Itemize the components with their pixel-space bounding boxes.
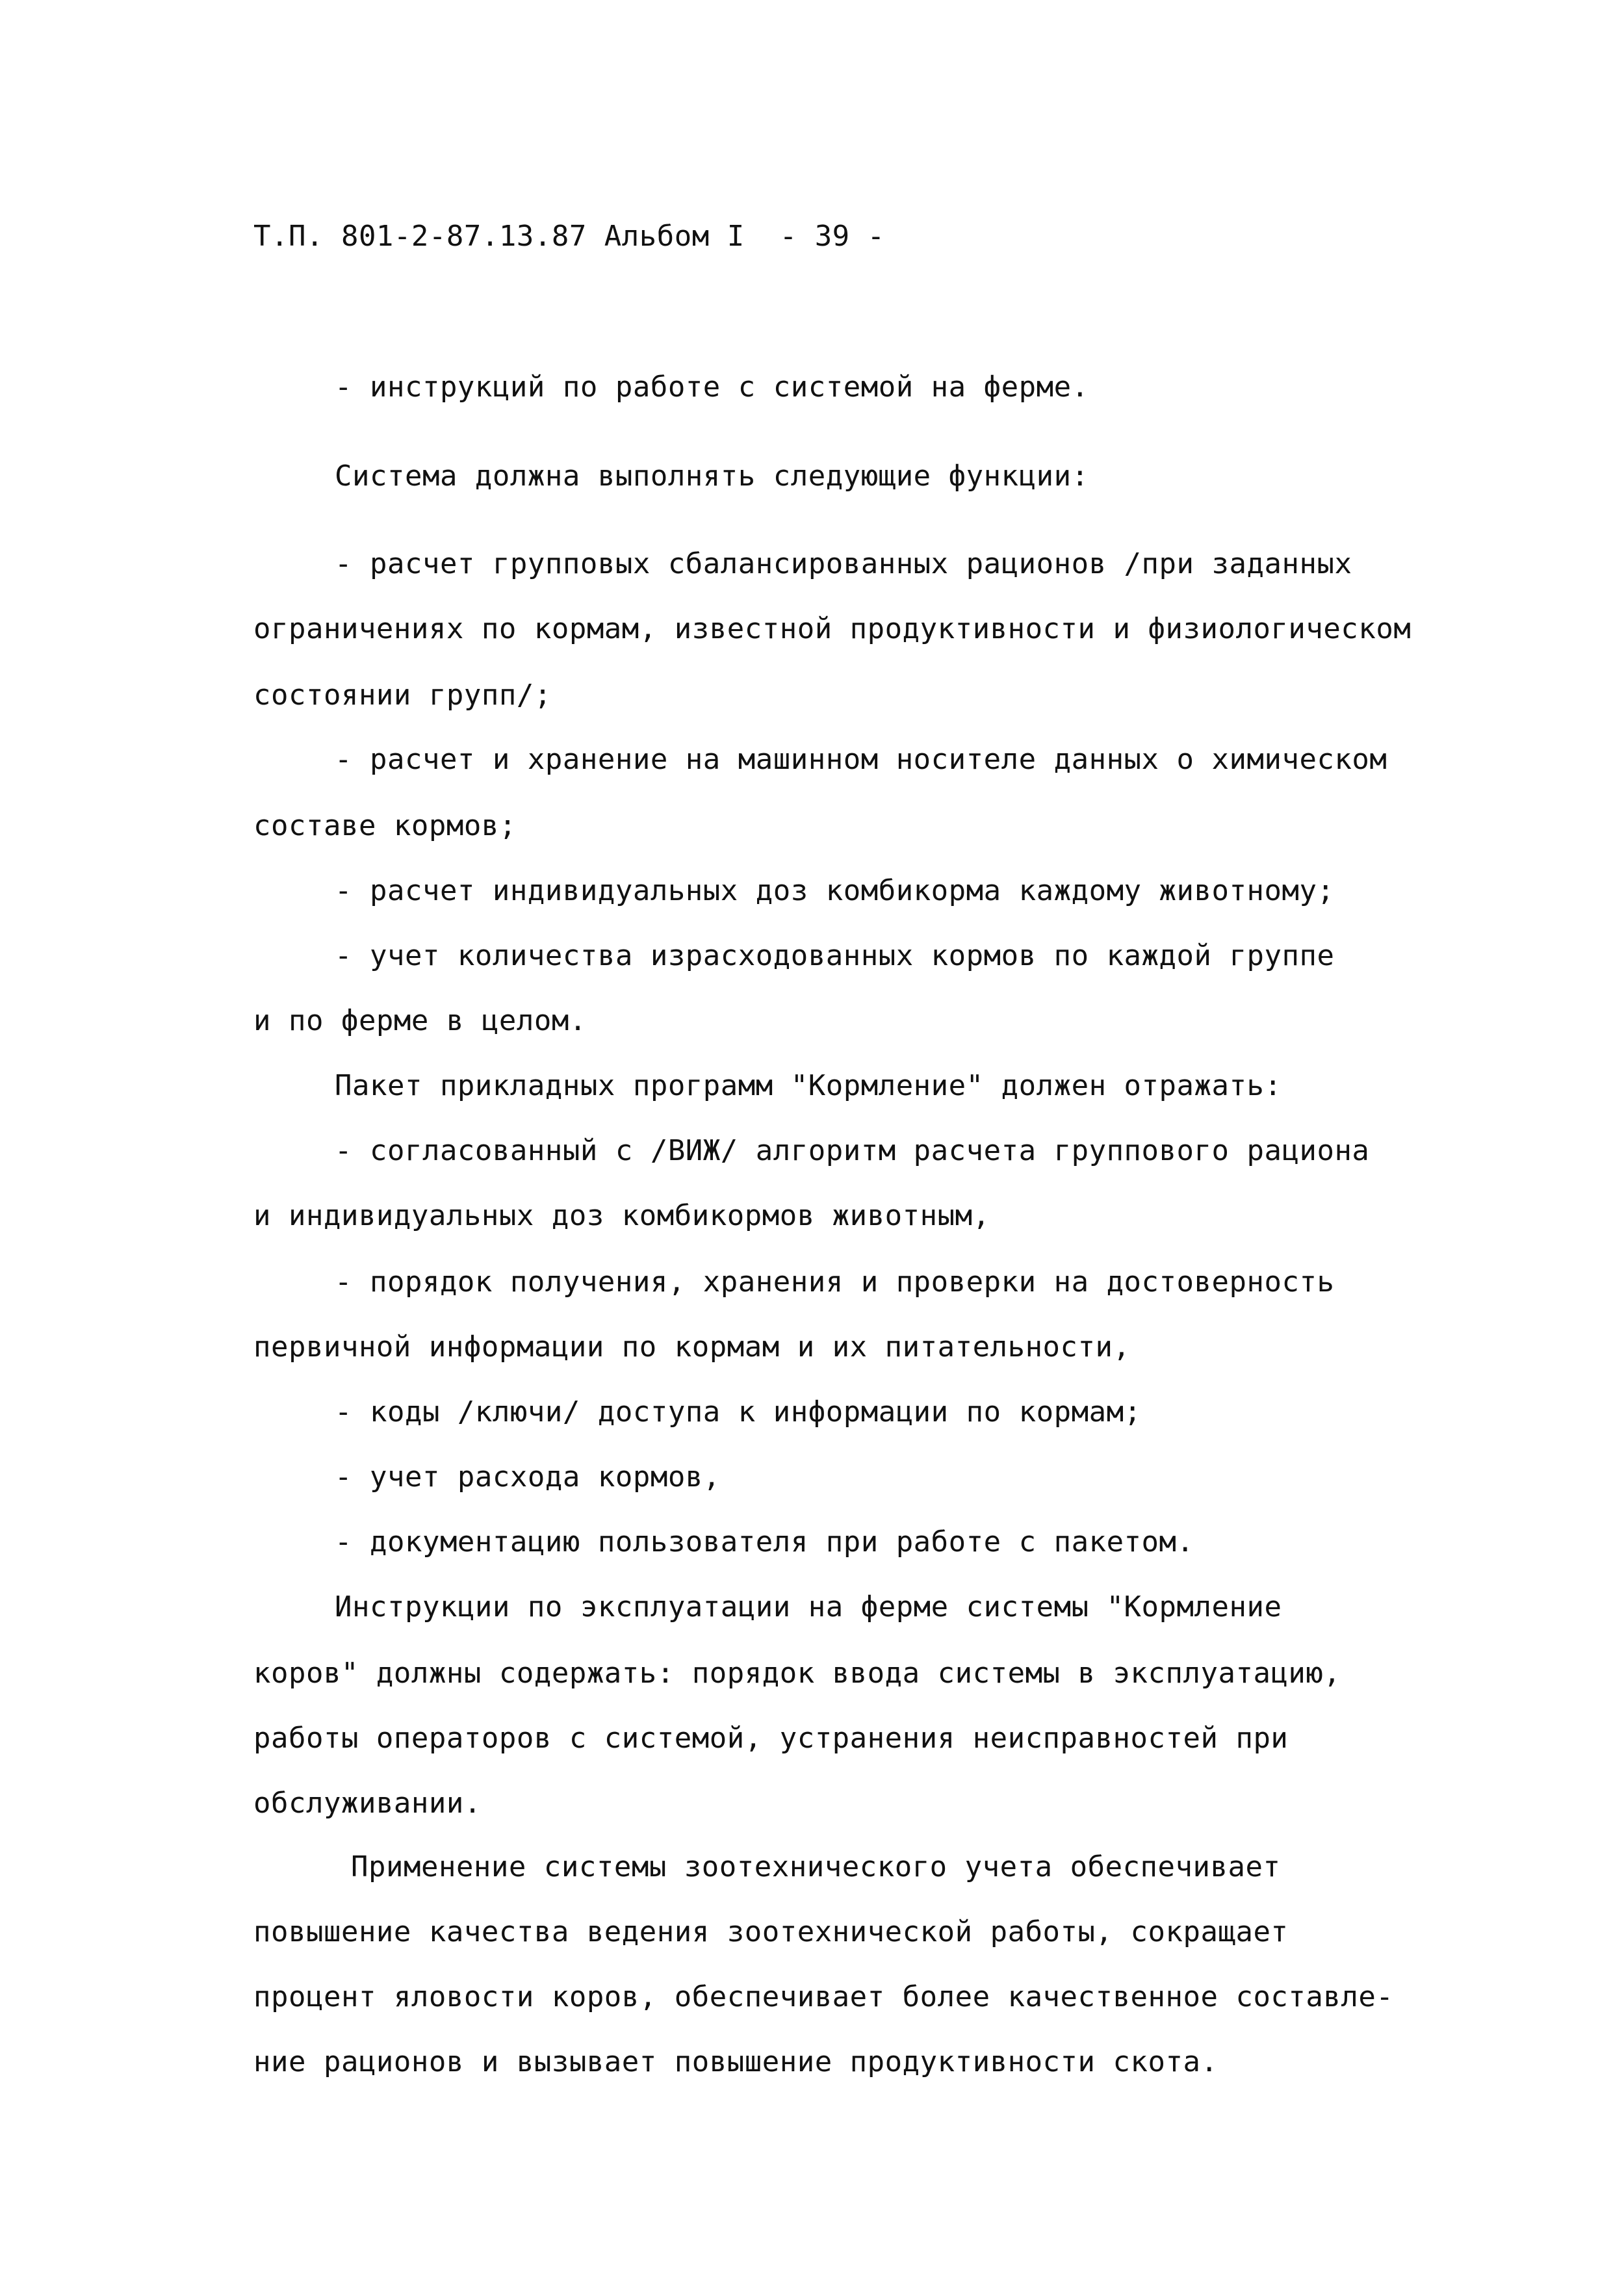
text-line: - документацию пользователя при работе с пакетом. — [335, 1525, 1194, 1558]
text-line: - расчет групповых сбалансированных рационов /при заданных — [335, 547, 1352, 580]
text-line: Инструкции по эксплуатации на ферме системы "Кормление — [335, 1590, 1282, 1623]
text-line: ние рационов и вызывает повышение продуктивности скота. — [253, 2045, 1218, 2078]
text-line: - коды /ключи/ доступа к информации по кормам; — [335, 1395, 1142, 1429]
text-line: - расчет индивидуальных доз комбикорма каждому животному; — [335, 874, 1335, 907]
text-line: и по ферме в целом. — [253, 1004, 587, 1037]
text-line: - учет расхода кормов, — [335, 1460, 721, 1494]
text-line: обслуживании. — [253, 1787, 482, 1820]
text-line: - расчет и хранение на машинном носителе данных о химическом — [335, 743, 1387, 776]
text-line: Применение системы зоотехнического учета обеспечивает — [351, 1850, 1281, 1883]
text-line: - согласованный с /ВИЖ/ алгоритм расчета группового рациона — [335, 1134, 1370, 1167]
text-line: - учет количества израсходованных кормов по каждой группе — [335, 939, 1335, 972]
text-line: коров" должны содержать: порядок ввода системы в эксплуатацию, — [253, 1657, 1341, 1690]
text-line: Пакет прикладных программ "Кормление" должен отражать: — [335, 1069, 1282, 1102]
text-line: первичной информации по кормам и их питательности, — [253, 1330, 1131, 1364]
text-line: работы операторов с системой, устранения неисправностей при — [253, 1722, 1289, 1755]
text-line: составе кормов; — [253, 809, 517, 842]
text-line: - порядок получения, хранения и проверки на достоверность — [335, 1265, 1335, 1299]
text-line: Система должна выполнять следующие функции: — [335, 459, 1089, 493]
text-line: повышение качества ведения зоотехнической работы, сокращает — [253, 1915, 1289, 1948]
text-line: и индивидуальных доз комбикормов животным, — [253, 1199, 990, 1232]
text-line: ограничениях по кормам, известной продуктивности и физиологическом — [253, 612, 1411, 645]
text-line: процент яловости коров, обеспечивает более качественное составле- — [253, 1980, 1394, 2013]
page-header: Т.П. 801-2-87.13.87 Альбом I - 39 - — [253, 220, 885, 253]
text-line: состоянии групп/; — [253, 679, 552, 712]
text-line: - инструкций по работе с системой на ферме. — [335, 370, 1089, 404]
